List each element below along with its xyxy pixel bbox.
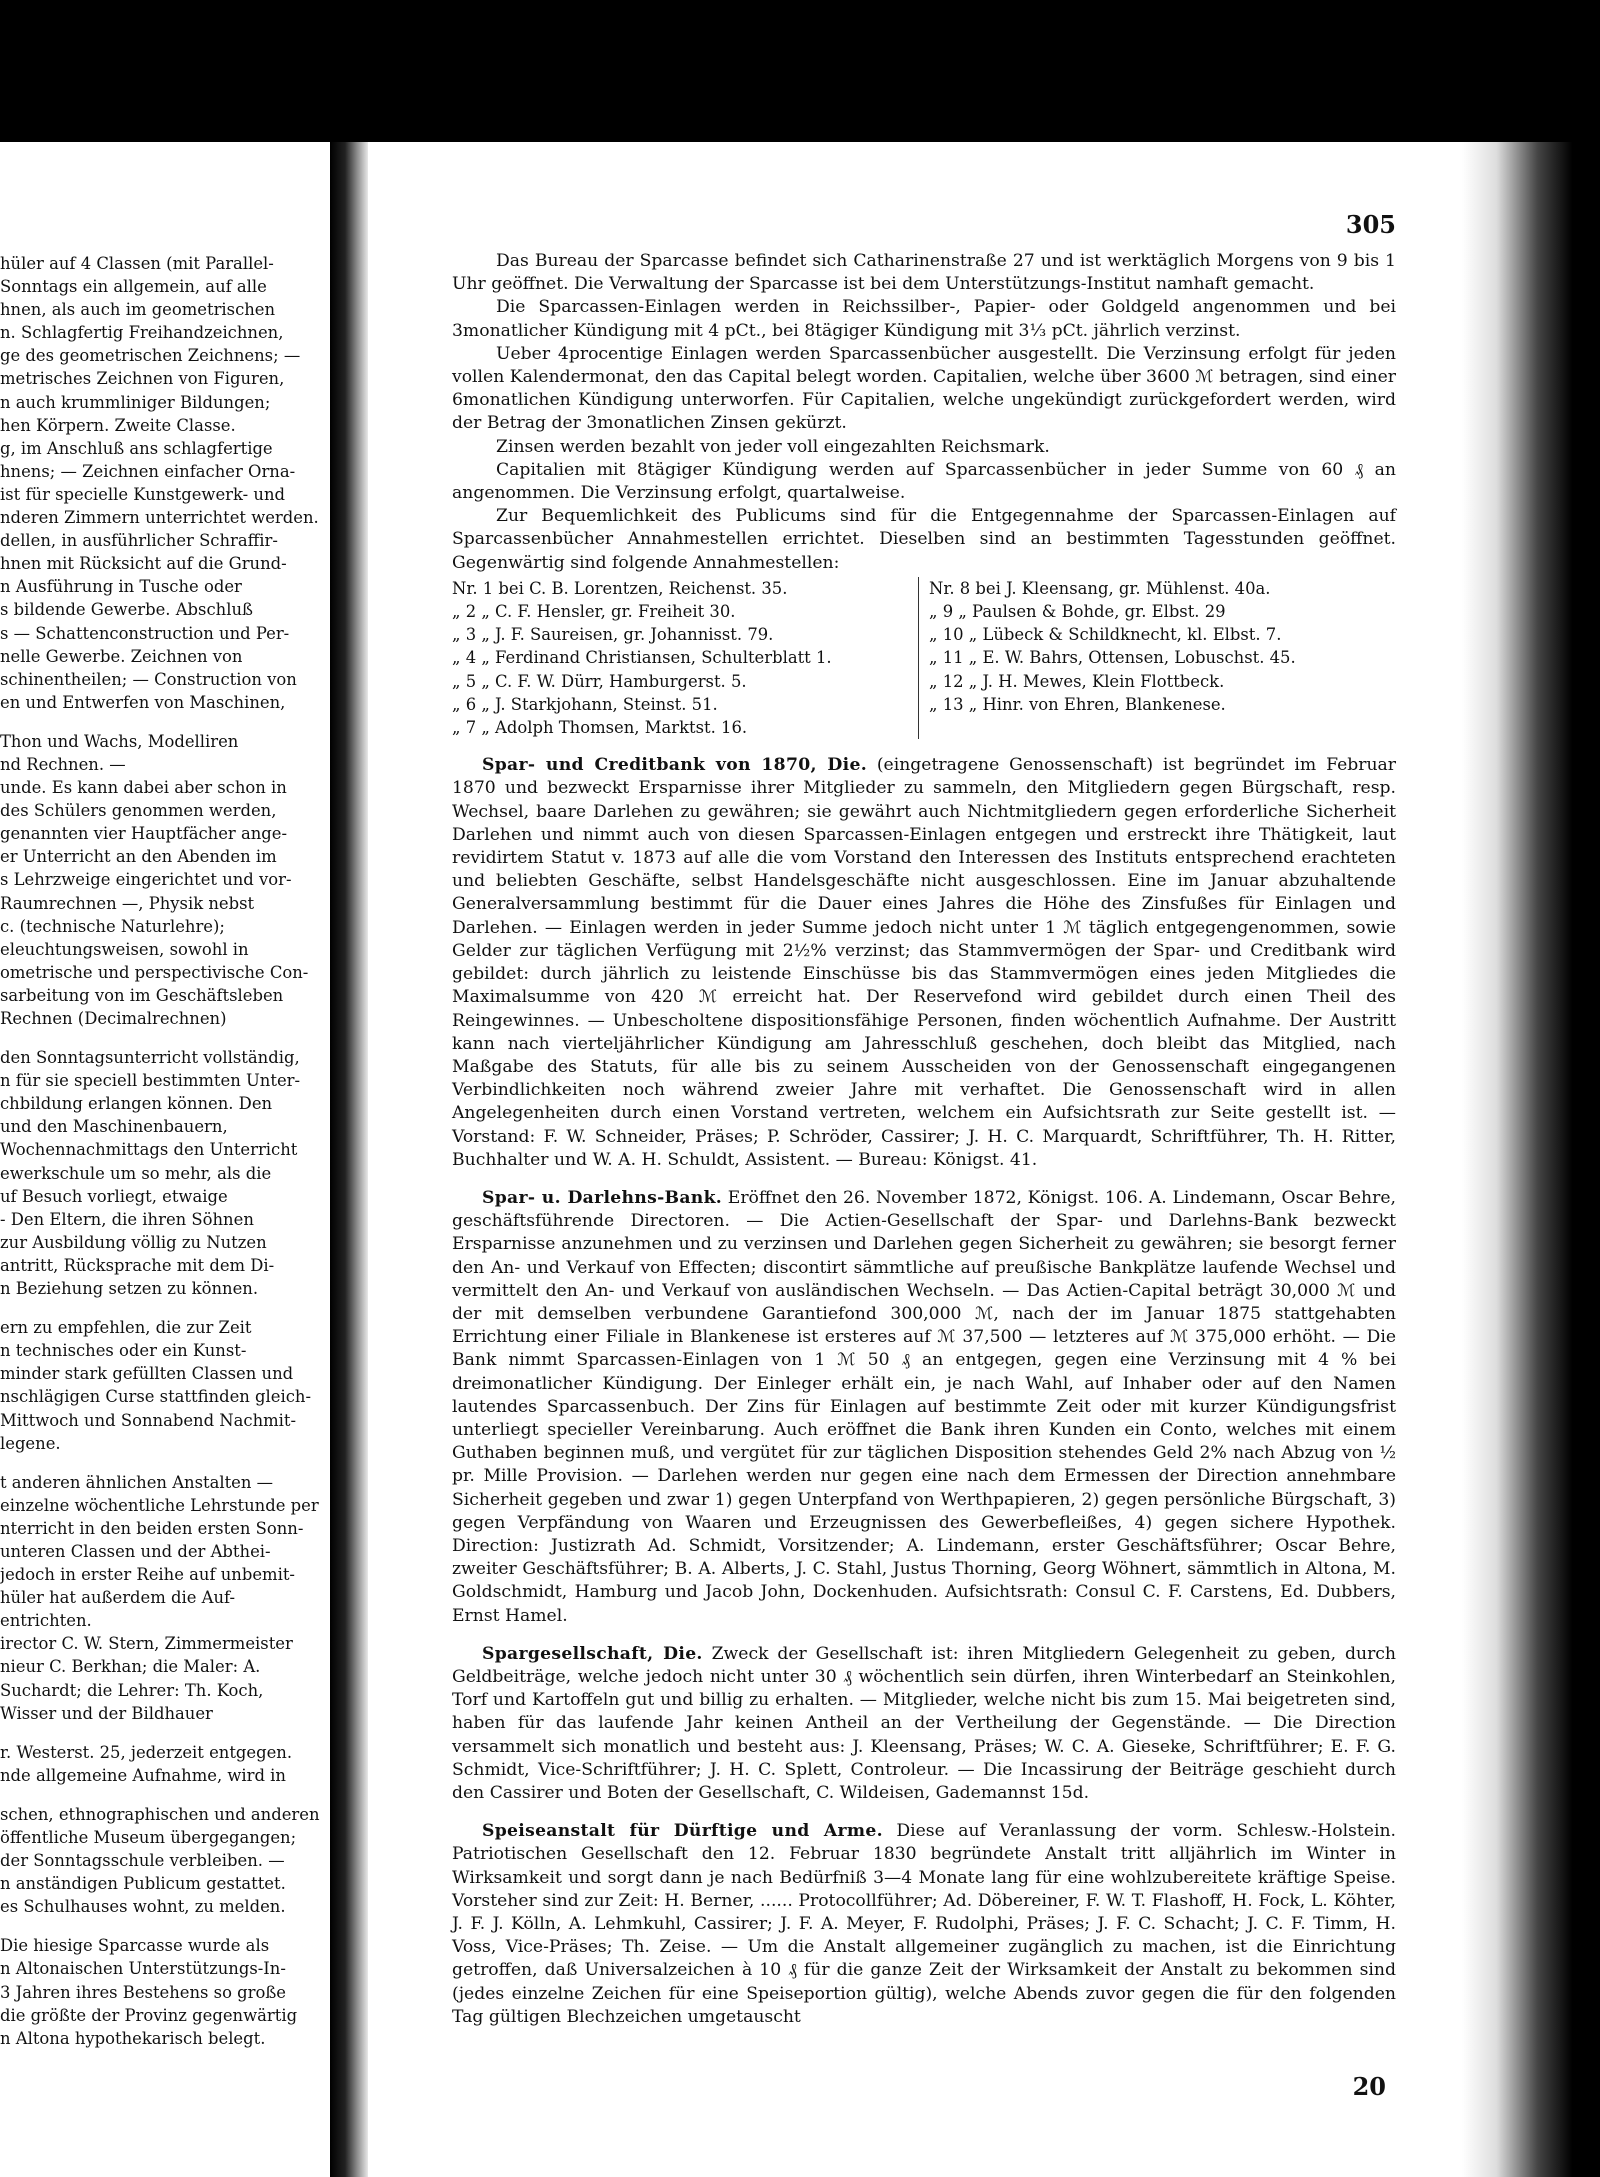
- text-line: c. (technische Naturlehre);: [0, 916, 225, 936]
- text-line: hnens; — Zeichnen einfacher Orna-: [0, 461, 296, 481]
- page-number: 305: [1345, 210, 1396, 239]
- annahmestellen-table: [452, 577, 1396, 739]
- section-heading: Speiseanstalt für Dürftige und Arme.: [482, 1821, 883, 1842]
- text-line: genannten vier Hauptfächer ange-: [0, 824, 288, 844]
- text-line: Sonntags ein allgemein, auf alle: [0, 277, 267, 297]
- text-line: nterricht in den beiden ersten Sonn-: [0, 1518, 304, 1538]
- text-line: irector C. W. Stern, Zimmermeister: [0, 1634, 293, 1654]
- text-line: metrisches Zeichnen von Figuren,: [0, 369, 285, 389]
- text-line: n anständigen Publicum gestattet.: [0, 1874, 286, 1894]
- left-page-column: [0, 252, 322, 2050]
- text-line: legene.: [0, 1433, 61, 1453]
- text-line: n auch krummliniger Bildungen;: [0, 392, 271, 412]
- intro-paragraph: Capitalien mit 8tägiger Kündigung werden auf Sparcassenbücher in jeder Summe von 60 ₰ an angenommen. Die Verzinsung erfolgt, quartalweise.: [452, 459, 1396, 504]
- text-line: nelle Gewerbe. Zeichnen von: [0, 646, 243, 666]
- text-line: einzelne wöchentliche Lehrstunde per: [0, 1495, 319, 1515]
- text-line: Wochennachmittags den Unterricht: [0, 1140, 298, 1160]
- text-line: - Den Eltern, die ihren Söhnen: [0, 1209, 254, 1229]
- text-line: „ 11 „ E. W. Bahrs, Ottensen, Lobuschst. 45.: [929, 648, 1296, 668]
- text-line: „ 10 „ Lübeck & Schildknecht, kl. Elbst. 7.: [929, 625, 1282, 645]
- annahmestellen-left-column: [452, 577, 918, 739]
- text-line: ern zu empfehlen, die zur Zeit: [0, 1318, 252, 1338]
- text-line: g, im Anschluß ans schlagfertige: [0, 438, 273, 458]
- text-line: schen, ethnographischen und anderen: [0, 1804, 320, 1824]
- text-line: n Beziehung setzen zu können.: [0, 1279, 259, 1299]
- text-line: chbildung erlangen können. Den: [0, 1094, 273, 1114]
- text-line: s bildende Gewerbe. Abschluß: [0, 600, 253, 620]
- text-line: „ 4 „ Ferdinand Christiansen, Schulterblatt 1.: [452, 648, 832, 668]
- text-line: jedoch in erster Reihe auf unbemit-: [0, 1565, 295, 1585]
- text-line: Die hiesige Sparcasse wurde als: [0, 1936, 270, 1956]
- annahmestellen-right-column: [918, 577, 1395, 739]
- text-line: „ 5 „ C. F. W. Dürr, Hamburgerst. 5.: [452, 671, 747, 691]
- text-line: Suchardt; die Lehrer: Th. Koch,: [0, 1680, 264, 1700]
- section-text: (eingetragene Genossenschaft) ist begründet im Februar 1870 und bezweckt Ersparnisse ihrer Mitglieder zu sammeln, den Mitgliedern gegen Bürgschaft, resp. Wechsel, baare Darlehen zu gewähren; sie gewährt auch Nichtmitgliedern gegen erforderliche Sicherheit Darlehen und nimmt auch von diesen Sparcassen-Einlagen entgegen und erstreckt ihre Thätigkeit, laut revidirtem Statut v. 1873 auf alle die vom Vorstand den Interessen des Instituts entsprechend erachteten und beliebten Geschäfte, selbst Handelsgeschäfte nicht ausgeschlossen. Eine im Januar abzuhaltende Generalversammlung bestimmt für die Dauer eines Jahres die Höhe des Zinsfußes für Einlagen und Darlehen. — Einlagen werden in jeder Summe jedoch nicht unter 1 ℳ täglich entgegengenommen, sowie Gelder zur täglichen Verfügung mit 2½% verzinst; das Stammvermögen der Spar- und Creditbank wird gebildet: durch jährlich zu leistende Einschüsse bis das Stammvermögen eines jeden Mitgliedes die Maximalsumme von 420 ℳ erreicht hat. Der Reservefond wird gebildet durch einen Theil des Reingewinnes. — Unbescholtene dispositionsfähige Personen, finden wöchentlich Aufnahme. Der Austritt kann nach vierteljährlicher Kündigung am Jahresschluß geschehen, doch bleibt das Mitglied, nach Maßgabe des Statuts, für alle bis zu seinem Ausscheiden von der Genossenschaft eingegangenen Verbindlichkeiten noch während zweier Jahre mit verhaftet. Die Genossenschaft wird in allen Angelegenheiten durch einen Vorstand vertreten, welchem ein Aufsichtsrath zur Seite gestellt ist. — Vorstand: F. W. Schneider, Präses; P. Schröder, Cassirer; J. H. C. Marquardt, Schriftführer, Th. H. Ritter, Buchhalter und W. A. H. Schuldt, Assistent. — Bureau: Königst. 41.: [452, 755, 1396, 1170]
- intro-paragraph: Zinsen werden bezahlt von jeder voll eingezahlten Reichsmark.: [496, 436, 1050, 457]
- section-heading: Spar- u. Darlehns-Bank.: [482, 1187, 723, 1208]
- text-line: „ 9 „ Paulsen & Bohde, gr. Elbst. 29: [929, 602, 1226, 622]
- section-heading: Spargesellschaft, Die.: [482, 1643, 703, 1664]
- text-line: „ 12 „ J. H. Mewes, Klein Flottbeck.: [929, 671, 1225, 691]
- text-line: es Schulhauses wohnt, zu melden.: [0, 1897, 286, 1917]
- section-text: Eröffnet den 26. November 1872, Königst. 106. A. Lindemann, Oscar Behre, geschäftsführende Directoren. — Die Actien-Gesellschaft der Spar- und Darlehns-Bank bezweckt Ersparnisse anzunehmen und zu verzinsen und Darlehen gegen Sicherheit zu gewähren; sie besorgt ferner den An- und Verkauf von Effecten; discontirt sämmtliche auf preußische Bankplätze laufende Wechsel und vermittelt den An- und Verkauf von ausländischen Wechseln. — Das Actien-Capital beträgt 30,000 ℳ und der mit demselben verbundene Garantiefond 300,000 ℳ, nach der im Januar 1875 stattgehabten Errichtung einer Filiale in Blankenese ist ersteres auf ℳ 37,500 — letzteres auf ℳ 375,000 erhöht. — Die Bank nimmt Sparcassen-Einlagen von 1 ℳ 50 ₰ an entgegen, gegen eine Verzinsung mit 4 % bei dreimonatlicher Kündigung. Der Einleger erhält ein, je nach Wahl, auf Inhaber oder auf den Namen lautendes Sparcassenbuch. Der Zins für Einlagen auf bestimmte Zeit oder mit kurzer Kündigungsfrist unterliegt specieller Vereinbarung. Auch eröffnet die Bank ihren Kunden ein Conto, welches mit einem Guthaben beginnen muß, und vergütet für zur täglichen Disposition stehendes Geld 2% nach Abzug von ½ pr. Mille Provision. — Darlehen werden nur gegen eine nach dem Ermessen der Direction annehmbare Sicherheit gegeben und zwar 1) gegen Unterpfand von Werthpapieren, 2) gegen persönliche Bürgschaft, 3) gegen Verpfändung von Waaren und Erzeugnissen des Gewerbefleißes, 4) gegen sichere Hypothek. Direction: Justizrath Ad. Schmidt, Vorsitzender; A. Lindemann, erster Geschäftsführer; Oscar Behre, zweiter Geschäftsführer; B. A. Alberts, J. C. Stahl, Justus Thorning, Georg Wöhnert, sämmtlich in Altona, M. Goldschmidt, Hamburg und Jacob John, Dockenhuden. Aufsichtsrath: Consul C. F. Carstens, Ed. Dubbers, Ernst Hamel.: [452, 1187, 1396, 1626]
- section-speiseanstalt: [452, 1820, 1396, 2029]
- text-line: der Sonntagsschule verbleiben. —: [0, 1851, 285, 1871]
- text-line: s Lehrzweige eingerichtet und vor-: [0, 870, 292, 890]
- text-line: „ 6 „ J. Starkjohann, Steinst. 51.: [452, 694, 718, 714]
- text-line: zur Ausbildung völlig zu Nutzen: [0, 1232, 267, 1252]
- text-line: hnen, als auch im geometrischen: [0, 300, 276, 320]
- line-gap: [0, 1300, 322, 1316]
- text-line: 3 Jahren ihres Bestehens so große: [0, 1982, 287, 2002]
- text-line: nschlägigen Curse stattfinden gleich-: [0, 1387, 312, 1407]
- text-line: „ 13 „ Hinr. von Ehren, Blankenese.: [929, 694, 1226, 714]
- text-line: den Sonntagsunterricht vollständig,: [0, 1048, 300, 1068]
- text-line: Wisser und der Bildhauer: [0, 1703, 213, 1723]
- line-gap: [0, 1725, 322, 1741]
- text-line: „ 7 „ Adolph Thomsen, Marktst. 16.: [452, 718, 748, 738]
- text-line: ometrische und perspectivische Con-: [0, 962, 309, 982]
- text-line: en und Entwerfen von Maschinen,: [0, 692, 286, 712]
- intro-paragraph: Ueber 4procentige Einlagen werden Sparcassenbücher ausgestellt. Die Verzinsung erfolgt für jeden vollen Kalendermonat, den das Capital belegt worden. Capitalien, welche über 3600 ℳ betragen, sind einer 6monatlichen Kündigung unterworfen. Für Capitalien, welche ungekündigt zurückgefordert werden, wird der Betrag der 3monatlichen Zinsen gekürzt.: [452, 343, 1396, 434]
- text-line: nieur C. Berkhan; die Maler: A.: [0, 1657, 261, 1677]
- text-line: die größte der Provinz gegenwärtig: [0, 2005, 298, 2025]
- text-line: hnen mit Rücksicht auf die Grund-: [0, 554, 287, 574]
- line-gap: [0, 714, 322, 730]
- text-line: ewerkschule um so mehr, als die: [0, 1163, 272, 1183]
- signature-mark: 20: [1352, 2072, 1386, 2101]
- text-line: n Altonaischen Unterstützungs-In-: [0, 1959, 286, 1979]
- text-line: unde. Es kann dabei aber schon in: [0, 778, 287, 798]
- text-line: Nr. 1 bei C. B. Lorentzen, Reichenst. 35.: [452, 578, 788, 598]
- text-line: s — Schattenconstruction und Per-: [0, 623, 290, 643]
- line-gap: [0, 1030, 322, 1046]
- intro-paragraph: Die Sparcassen-Einlagen werden in Reichssilber-, Papier- oder Goldgeld angenommen und bei 3monatlicher Kündigung mit 4 pCt., bei 8tägiger Kündigung mit 3⅓ pCt. jährlich verzinst.: [452, 297, 1396, 341]
- scan-border-right: [1462, 142, 1600, 2177]
- section-spargesellschaft: [452, 1643, 1396, 1805]
- text-line: er Unterricht an den Abenden im: [0, 847, 277, 867]
- line-gap: [0, 1455, 322, 1471]
- text-line: ist für specielle Kunstgewerk- und: [0, 484, 285, 504]
- text-line: dellen, in ausführlicher Schraffir-: [0, 531, 278, 551]
- text-line: sarbeitung von im Geschäftsleben: [0, 985, 284, 1005]
- page-body: [452, 250, 1396, 2029]
- text-line: nderen Zimmern unterrichtet werden.: [0, 508, 319, 528]
- line-gap: [0, 1918, 322, 1934]
- text-line: Mittwoch und Sonnabend Nachmit-: [0, 1410, 297, 1430]
- intro-paragraph: Zur Bequemlichkeit des Publicums sind für die Entgegennahme der Sparcassen-Einlagen auf Sparcassenbücher Annahmestellen errichtet. Dieselben sind an bestimmten Tagesstunden geöffnet. Gegenwärtig sind folgende Annahmestellen:: [452, 506, 1396, 573]
- text-line: hüler hat außerdem die Auf-: [0, 1588, 236, 1608]
- text-line: eleuchtungsweisen, sowohl in: [0, 939, 249, 959]
- text-line: nde allgemeine Aufnahme, wird in: [0, 1765, 286, 1785]
- text-line: n für sie speciell bestimmten Unter-: [0, 1071, 301, 1091]
- text-line: „ 3 „ J. F. Saureisen, gr. Johannisst. 79.: [452, 625, 774, 645]
- text-line: Nr. 8 bei J. Kleensang, gr. Mühlenst. 40a.: [929, 578, 1271, 598]
- text-line: schinentheilen; — Construction von: [0, 669, 297, 689]
- section-spar-creditbank: [452, 754, 1396, 1172]
- text-line: ge des geometrischen Zeichnens; —: [0, 346, 301, 366]
- text-line: n technisches oder ein Kunst-: [0, 1341, 247, 1361]
- text-line: n Ausführung in Tusche oder: [0, 577, 242, 597]
- section-text: Zweck der Gesellschaft ist: ihren Mitgliedern Gelegenheit zu geben, durch Geldbeiträge, welche jedoch nicht unter 30 ₰ wöchentlich sein dürfen, ihren Winterbedarf an Steinkohlen, Torf und Kartoffeln gut und billig zu erhalten. — Mitglieder, welche nicht bis zum 15. Mai beigetreten sind, haben für das laufende Jahr keinen Antheil an der Vertheilung der Gegenstände. — Die Direction versammelt sich monatlich und besteht aus: J. Kleensang, Präses; W. C. A. Gieseke, Schriftführer; E. F. G. Schmidt, Vice-Schriftführer; J. H. C. Splett, Controleur. — Die Incassirung der Beiträge geschieht durch den Cassirer und Boten der Gesellschaft, C. Wildeisen, Gademannst 15d.: [452, 1643, 1396, 1803]
- text-line: hen Körpern. Zweite Classe.: [0, 415, 236, 435]
- text-line: Thon und Wachs, Modelliren: [0, 731, 239, 751]
- text-line: hüler auf 4 Classen (mit Parallel-: [0, 254, 274, 273]
- text-line: Raumrechnen —, Physik nebst: [0, 893, 255, 913]
- text-line: minder stark gefüllten Classen und: [0, 1364, 294, 1384]
- section-spar-darlehnsbank: [452, 1187, 1396, 1628]
- section-text: Diese auf Veranlassung der vorm. Schlesw.-Holstein. Patriotischen Gesellschaft den 12. Februar 1830 begründete Anstalt tritt alljährlich im Winter in Wirksamkeit und sorgt dann je nach Bedürfniß 3—4 Monate lang für eine wohlzubereitete kräftige Speise. Vorsteher sind zur Zeit: H. Berner, ...... Protocollführer; Ad. Döbereiner, F. W. T. Flashoff, H. Fock, L. Köhter, J. F. J. Kölln, A. Lehmkuhl, Cassirer; J. F. A. Meyer, F. Rudolphi, Präses; J. F. C. Schacht; J. C. F. Timm, H. Voss, Vice-Präses; Th. Zeise. — Um die Anstalt allgemeiner zugänglich zu machen, ist die Einrichtung getroffen, daß Universalzeichen à 10 ₰ für die ganze Zeit der Wirksamkeit der Anstalt zu bekommen sind (jedes einzelne Zeichen für eine Speiseportion gültig), welche Abends zuvor gegen die für den folgenden Tag gültigen Blechzeichen umgetauscht: [452, 1821, 1396, 2027]
- text-line: und den Maschinenbauern,: [0, 1117, 228, 1137]
- section-heading: Spar- und Creditbank von 1870, Die.: [482, 755, 867, 776]
- text-line: n Altona hypothekarisch belegt.: [0, 2028, 266, 2048]
- intro-paragraph: Das Bureau der Sparcasse befindet sich Catharinenstraße 27 und ist werktäglich Morgens von 9 bis 1 Uhr geöffnet. Die Verwaltung der Sparcasse ist bei dem Unterstützungs-Institut namhaft gemacht.: [452, 251, 1396, 295]
- book-spine-gutter: [330, 142, 368, 2177]
- text-line: unteren Classen und der Abthei-: [0, 1541, 271, 1561]
- scan-border-top: [0, 0, 1600, 142]
- text-line: antritt, Rücksprache mit dem Di-: [0, 1255, 275, 1275]
- text-line: öffentliche Museum übergegangen;: [0, 1828, 297, 1847]
- text-line: entrichten.: [0, 1611, 92, 1631]
- text-line: des Schülers genommen werden,: [0, 801, 277, 821]
- text-line: „ 2 „ C. F. Hensler, gr. Freiheit 30.: [452, 602, 736, 622]
- text-line: uf Besuch vorliegt, etwaige: [0, 1186, 228, 1206]
- line-gap: [0, 1787, 322, 1803]
- text-line: Rechnen (Decimalrechnen): [0, 1009, 227, 1028]
- text-line: r. Westerst. 25, jederzeit entgegen.: [0, 1742, 293, 1762]
- text-line: t anderen ähnlichen Anstalten —: [0, 1472, 274, 1492]
- text-line: nd Rechnen. —: [0, 754, 126, 774]
- text-line: n. Schlagfertig Freihandzeichnen,: [0, 323, 284, 343]
